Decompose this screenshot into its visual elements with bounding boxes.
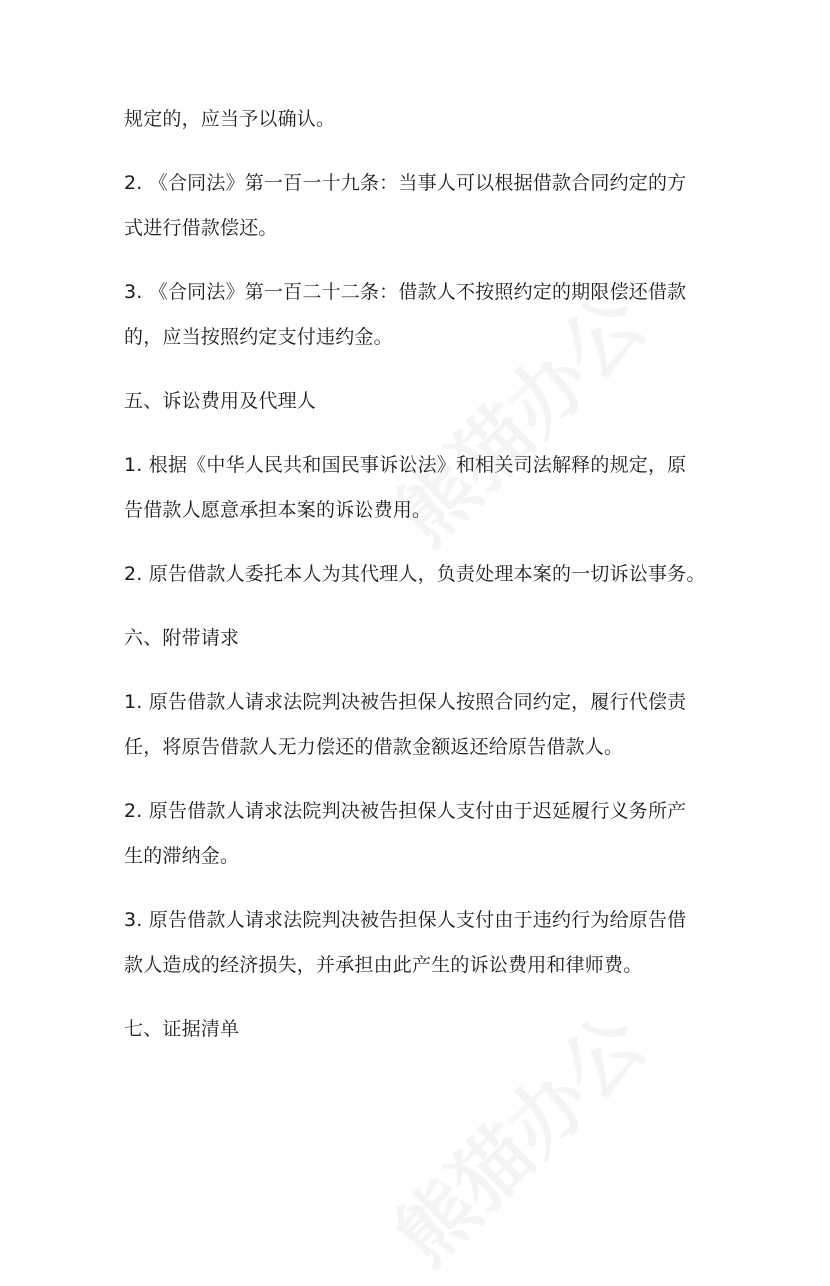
text-line: 3. 原告借款人请求法院判决被告担保人支付由于违约行为给原告借	[124, 909, 687, 931]
text-line: 2. 原告借款人委托本人为其代理人，负责处理本案的一切诉讼事务。	[124, 563, 706, 585]
text-line: 式进行借款偿还。	[124, 217, 278, 239]
text-line: 2. 《合同法》第一百一十九条：当事人可以根据借款合同约定的方	[124, 172, 687, 194]
text-line: 的，应当按照约定支付违约金。	[124, 326, 393, 348]
text-line: 1. 原告借款人请求法院判决被告担保人按照合同约定，履行代偿责	[124, 691, 687, 713]
text-line: 3. 《合同法》第一百二十二条：借款人不按照约定的期限偿还借款	[124, 281, 687, 303]
text-line: 生的滞纳金。	[124, 845, 240, 867]
section-heading: 七、证据清单	[124, 1018, 240, 1040]
text-line: 款人造成的经济损失，并承担由此产生的诉讼费用和律师费。	[124, 954, 643, 976]
text-line: 任，将原告借款人无力偿还的借款金额返还给原告借款人。	[124, 736, 624, 758]
section-heading: 六、附带请求	[124, 627, 240, 649]
text-line: 1. 根据《中华人民共和国民事诉讼法》和相关司法解释的规定，原	[124, 454, 687, 476]
section-heading: 五、诉讼费用及代理人	[124, 390, 317, 412]
text-line: 告借款人愿意承担本案的诉讼费用。	[124, 499, 432, 521]
text-line: 2. 原告借款人请求法院判决被告担保人支付由于迟延履行义务所产	[124, 800, 687, 822]
text-line: 规定的，应当予以确认。	[124, 108, 336, 130]
